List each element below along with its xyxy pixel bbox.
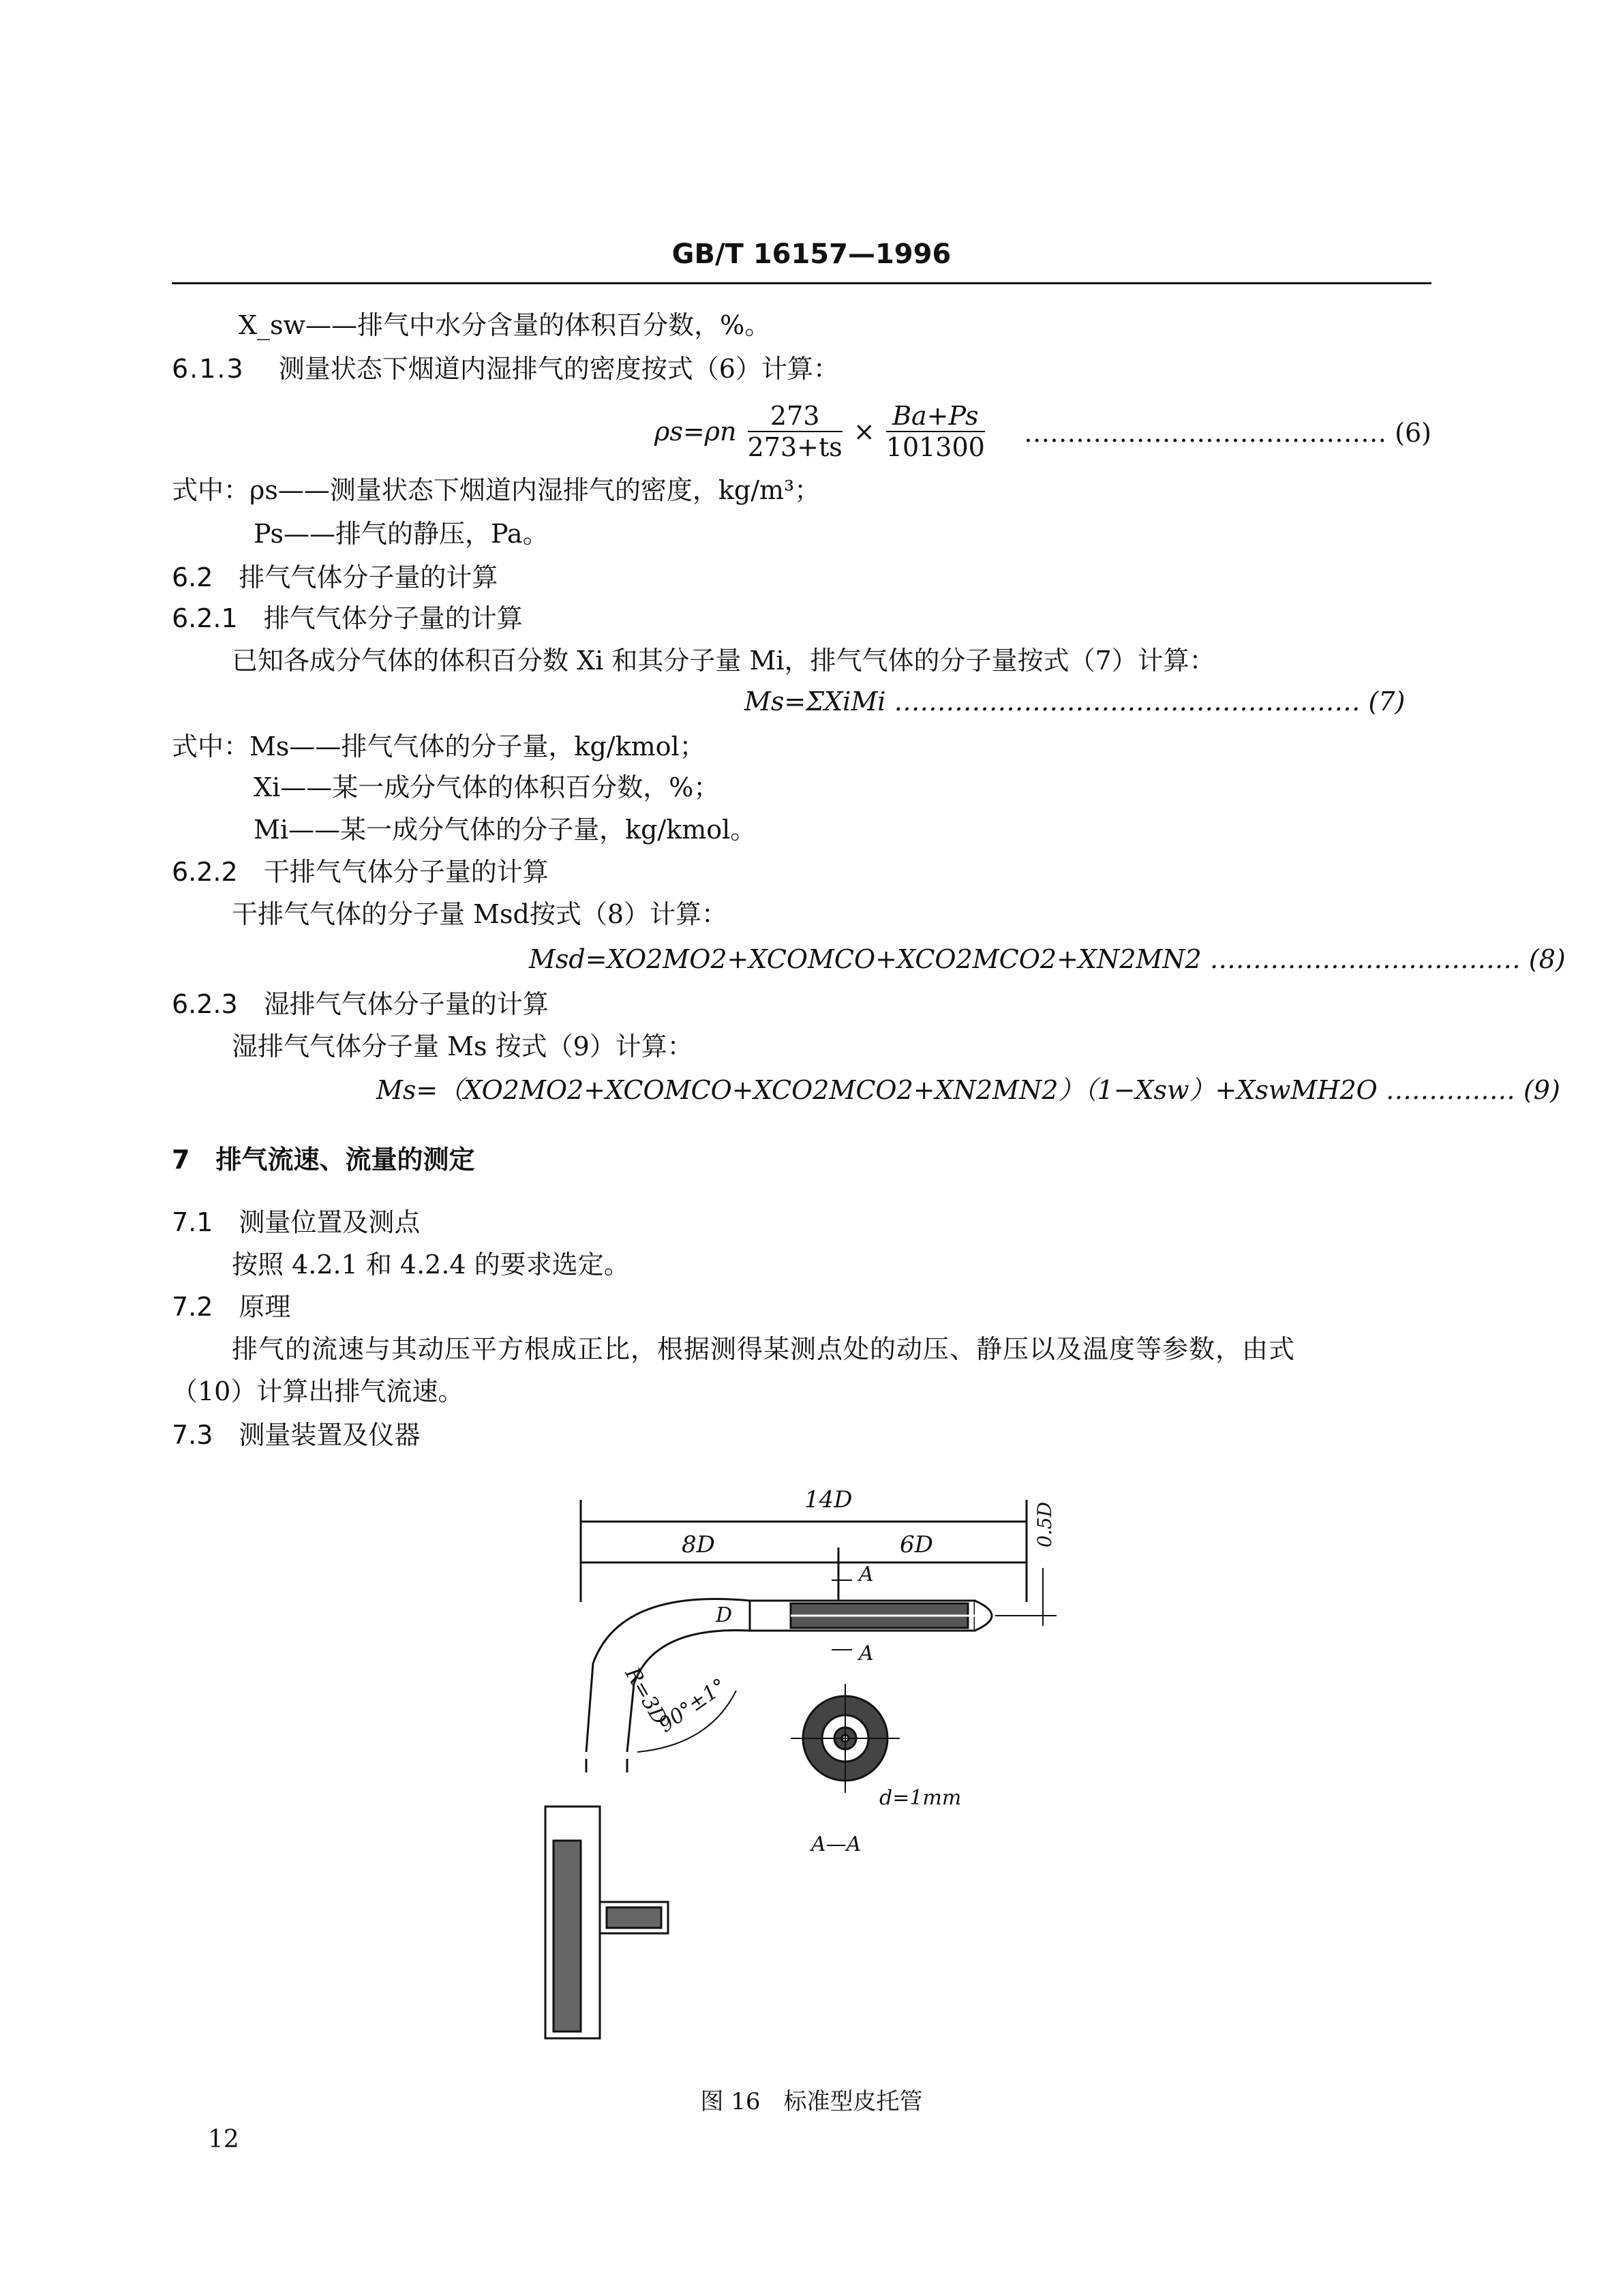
section-a-top-label: A (859, 1562, 874, 1586)
section-7-2-text-2: （10）计算出排气流速。 (172, 1376, 464, 1406)
section-6-2-1: 6.2.1 排气气体分子量的计算 (172, 603, 523, 633)
stem-hatch (553, 1841, 581, 2031)
pitot-tube-figure (518, 1486, 1077, 2059)
eq6-times: × (853, 417, 875, 447)
pitot-tube-drawing (518, 1486, 1077, 2059)
where-6-b: Ps——排气的静压，Pa。 (254, 519, 549, 549)
section-7-2-text-1: 排气的流速与其动压平方根成正比，根据测得某测点处的动压、静压以及温度等参数，由式 (232, 1334, 1296, 1364)
section-6-2-3-text: 湿排气气体分子量 Ms 按式（9）计算： (232, 1031, 693, 1061)
page-number: 12 (208, 2126, 239, 2154)
section-aa-label: A—A (811, 1832, 862, 1856)
where-7-a: 式中：Ms——排气气体的分子量，kg/kmol； (172, 731, 706, 761)
section-6-2-3: 6.2.3 湿排气气体分子量的计算 (172, 989, 549, 1019)
hole-diameter-label: d=1mm (879, 1786, 962, 1810)
eq6-numerator-2: Ba+Ps (886, 401, 985, 432)
eq6-denominator-1: 273+ts (747, 432, 843, 462)
section-6-2: 6.2 排气气体分子量的计算 (172, 562, 498, 592)
equation-6 (654, 401, 988, 462)
section-number: 6.1.3 (172, 354, 245, 384)
where-6-a: 式中：ρs——测量状态下烟道内湿排气的密度，kg/m³； (172, 475, 821, 505)
where-7-b: Xi——某一成分气体的体积百分数，%； (254, 772, 720, 802)
eq6-fraction-2 (886, 401, 985, 462)
eq6-numerator-1: 273 (748, 401, 843, 432)
section-text: 测量状态下烟道内湿排气的密度按式（6）计算： (278, 354, 839, 384)
radius-label: R=3D (620, 1663, 672, 1729)
probe-nose (975, 1601, 992, 1631)
equation-9: Ms=（XO2MO2+XCOMCO+XCO2MCO2+XN2MN2）（1−Xsw）+XswMH2O …………… (9) (376, 1075, 1560, 1105)
equation-6-label: …………………………………… (6) (1024, 418, 1431, 448)
section-6-2-2: 6.2.2 干排气气体分子量的计算 (172, 857, 549, 887)
figure-caption: 图 16 标准型皮托管 (700, 2088, 923, 2115)
section-7-2: 7.2 原理 (172, 1292, 291, 1322)
section-7-1: 7.1 测量位置及测点 (172, 1207, 421, 1237)
header-rule (172, 282, 1431, 284)
angle-label: 90°±1° (654, 1674, 731, 1738)
section-7: 7 排气流速、流量的测定 (172, 1145, 475, 1175)
section-7-1-text: 按照 4.2.1 和 4.2.4 的要求选定。 (232, 1250, 630, 1280)
dim-8d-label: 8D (682, 1531, 715, 1558)
dim-14d-label: 14D (804, 1486, 853, 1513)
section-7-3: 7.3 测量装置及仪器 (172, 1420, 421, 1450)
eq6-denominator-2: 101300 (885, 432, 985, 462)
xsw-definition: X_sw——排气中水分含量的体积百分数，%。 (239, 310, 771, 340)
page-header: GB/T 16157—1996 (671, 239, 952, 270)
equation-8: Msd=XO2MO2+XCOMCO+XCO2MCO2+XN2MN2 ……………………………… (8) (529, 944, 1566, 974)
side-port-hatch (607, 1907, 661, 1928)
eq6-fraction-1 (748, 401, 843, 462)
dim-05d-label: 0.5D (1033, 1502, 1056, 1547)
diameter-label: D (716, 1603, 733, 1627)
where-7-c: Mi——某一成分气体的分子量，kg/kmol。 (254, 815, 757, 845)
section-6-1-3 (172, 352, 839, 386)
section-a-bottom-label: A (859, 1642, 874, 1665)
equation-7: Ms=ΣXiMi ……………………………………………… (7) (744, 686, 1406, 716)
section-6-2-1-text: 已知各成分气体的体积百分数 Xi 和其分子量 Mi，排气气体的分子量按式（7）计算： (232, 646, 1215, 676)
eq6-lhs: ρs=ρn (654, 417, 737, 447)
section-6-2-2-text: 干排气气体的分子量 Msd按式（8）计算： (232, 899, 727, 929)
dim-6d-label: 6D (900, 1531, 933, 1558)
